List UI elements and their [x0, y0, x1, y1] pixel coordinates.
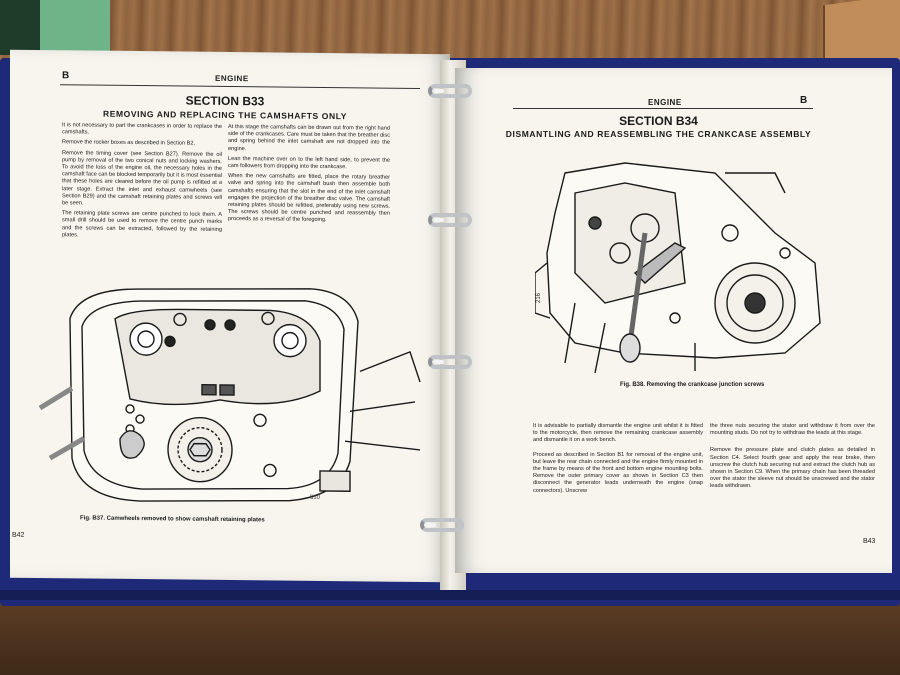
text-column-1 — [62, 122, 222, 244]
section-letter: B — [62, 70, 70, 82]
header-rule — [60, 84, 420, 89]
page-number: B43 — [863, 538, 876, 545]
figure-caption: Fig. B37. Camwheels removed to show camshaft retaining plates — [80, 515, 265, 524]
binder-ring — [428, 213, 472, 227]
paragraph: The retaining plate screws are centre punched to lock them. A small drill should be used to remove the centre punch marks and the screws can be extracted, followed by the retaining plates. — [62, 210, 222, 239]
paragraph: Remove the rocker boxes as described in Section B2. — [62, 139, 196, 148]
binder-bottom-edge — [0, 590, 900, 600]
paragraph: Lean the machine over on to the left hand side, to prevent the cam followers from dropping into the crankcase. — [228, 155, 390, 171]
figure-caption: Fig. B38. Removing the crankcase junction screws — [620, 382, 765, 388]
section-title: SECTION B34 — [619, 114, 698, 128]
left-page — [10, 50, 450, 583]
paragraph: Remove the timing cover (see Section B27). Remove the oil pump by removal of the two conical nuts and locking washers. To avoid the loss of the engine oil, the necessary holes in the camshaft face can be blocked temporarily but it is most essential that these holes are cleared before the oil pump is refitted at a later stage. Extract the inlet and exhaust camwheels (see Section B29) and the camshaft retaining plates and screws will be seen. — [62, 149, 222, 207]
section-title: SECTION B33 — [185, 93, 265, 109]
text-column-1 — [533, 423, 703, 498]
paragraph: At this stage the camshafts can be drawn out from the right hand side of the crankcases. Care must be taken that the breather disc and spring behind the inlet camshaft are not dropped into the engine. — [228, 123, 390, 152]
paragraph: Remove the pressure plate and clutch plates as detailed in Section C4. Select fourth gear and apply the rear brake, then unscrew the clutch hub securing nut and extract the clutch hub as shown in Section C9. When the primary chain has been threaded over the stator the sleeve nut should be unscrewed and the stator leads withdrawn. — [710, 447, 875, 490]
section-letter: B — [800, 95, 808, 106]
running-header: ENGINE — [648, 98, 682, 107]
running-header: ENGINE — [215, 73, 249, 84]
paragraph: When the new camshafts are fitted, place the rotary breather valve and spring into the camshaft bush then assemble both camshafts ensuring that the slot in the end of the inlet camshaft engages the projection of the breather disc valve. The camshaft retaining plates should be refitted, preferably using new screws. The screws should be centre punched and reassembly then proceeds as a reversal of the foregoing. — [228, 173, 390, 224]
section-subtitle: DISMANTLING AND REASSEMBLING THE CRANKCASE ASSEMBLY — [505, 129, 812, 139]
right-page — [455, 68, 892, 573]
binder-ring — [420, 518, 464, 532]
page-number: B42 — [12, 531, 25, 539]
table-shadow — [0, 595, 900, 675]
binder-ring — [428, 84, 472, 98]
text-column-2 — [228, 124, 390, 228]
section-subtitle: REMOVING AND REPLACING THE CAMSHAFTS ONLY — [102, 108, 348, 122]
camwheel-illustration — [20, 278, 440, 522]
figure-reference: 216 — [536, 292, 542, 303]
paragraph: It is not necessary to part the crankcases in order to replace the camshafts. — [62, 122, 222, 136]
header-rule — [513, 108, 813, 109]
figure-reference: 510 — [310, 494, 321, 501]
paragraph: the three nuts securing the stator and withdraw it from over the mounting studs. Do not try to withdraw the leads at this stage. — [710, 423, 875, 437]
binder-ring — [428, 355, 472, 369]
dark-book-edge — [0, 0, 40, 55]
text-column-2 — [710, 423, 875, 494]
paragraph: It is advisable to partially dismantle the engine unit whilst it is fitted to the motorcycle, then remove the remaining crankcase assembly and dismantle it on a work bench. — [533, 423, 703, 444]
crankcase-illustration — [535, 153, 835, 378]
paragraph: Proceed as described in Section B1 for removal of the engine unit, but leave the rear chain connected and the engine firmly mounted in the frame by means of the front and bottom engine mounting bolts. Remove the outer primary cover as shown in Section C3 then disconnect the generator leads underneath the engine (snap connectors). Unscrew — [533, 451, 703, 494]
